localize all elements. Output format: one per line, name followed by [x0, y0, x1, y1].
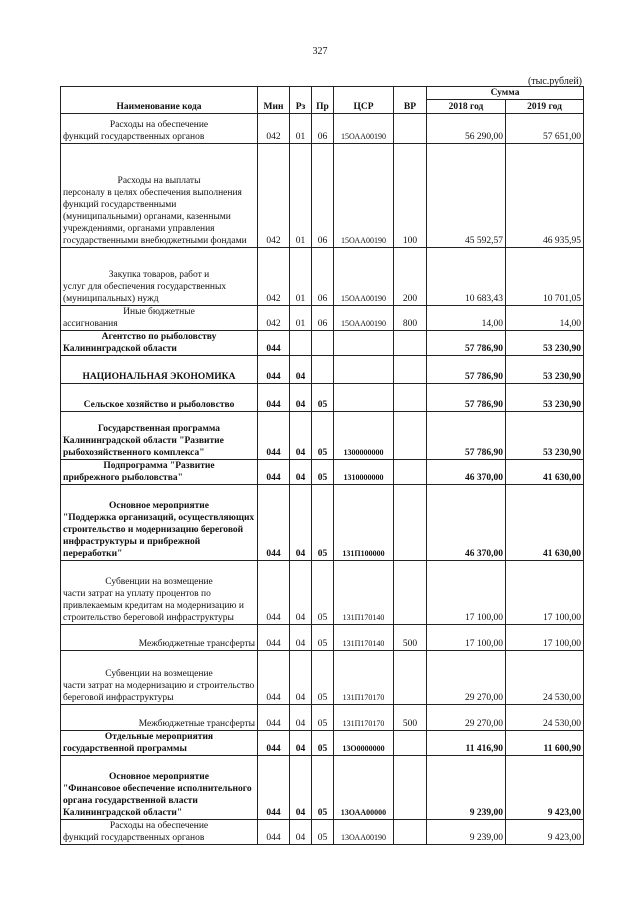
table-row	[61, 756, 584, 820]
cell-2018: 14,00	[427, 306, 506, 331]
cell-rz: 04	[290, 460, 312, 485]
cell-2018: 9 239,00	[427, 756, 506, 820]
row-name	[61, 756, 258, 820]
cell-csr: 1300000000	[334, 412, 394, 460]
cell-2018: 56 290,00	[427, 114, 506, 144]
cell-pr: 06	[312, 306, 334, 331]
page-number: 327	[312, 46, 328, 57]
cell-vr	[394, 561, 427, 625]
cell-csr	[334, 356, 394, 384]
cell-rz: 04	[290, 651, 312, 705]
table-row	[61, 144, 584, 248]
row-name-text: Калининградской области "Развитие рыбохозяйственного комплекса"	[63, 436, 224, 458]
row-name-text: НАЦИОНАЛЬНАЯ ЭКОНОМИКА	[82, 372, 236, 382]
table-row	[61, 561, 584, 625]
cell-vr	[394, 820, 427, 845]
cell-rz: 01	[290, 248, 312, 306]
cell-csr: 15ОАА00190	[334, 306, 394, 331]
row-name-first-line: Основное мероприятие	[109, 501, 209, 511]
cell-2019: 9 423,00	[506, 820, 584, 845]
row-name	[61, 460, 258, 485]
cell-min: 044	[258, 625, 290, 651]
cell-2018: 57 786,90	[427, 384, 506, 412]
cell-min: 042	[258, 248, 290, 306]
cell-csr: 131П170170	[334, 705, 394, 731]
row-name	[61, 331, 258, 356]
budget-table	[60, 86, 584, 845]
row-name	[61, 820, 258, 845]
cell-pr: 05	[312, 460, 334, 485]
row-name-text: Сельское хозяйство и рыболовство	[83, 400, 235, 410]
cell-2019: 41 630,00	[506, 460, 584, 485]
cell-vr: 800	[394, 306, 427, 331]
table-row	[61, 331, 584, 356]
row-name-text: персоналу в целях обеспечения выполнения функций государственными (муниципальными) органами, казенными учреждениями, органами управления государственными внебюджетными фондами	[63, 188, 247, 246]
unit-note: (тыс.рублей)	[527, 76, 582, 87]
cell-rz: 04	[290, 705, 312, 731]
row-name-first-line: Расходы на обеспечение	[109, 120, 209, 130]
cell-min: 044	[258, 731, 290, 756]
cell-csr: 131П170140	[334, 561, 394, 625]
cell-min: 042	[258, 114, 290, 144]
cell-csr	[334, 384, 394, 412]
row-name-text: "Поддержка организаций, осуществляющих строительство и модернизацию береговой инфраструктуры и прибрежной переработки"	[63, 513, 255, 559]
cell-min: 044	[258, 820, 290, 845]
cell-csr: 131П170140	[334, 625, 394, 651]
cell-2019: 53 230,90	[506, 412, 584, 460]
table-row	[61, 705, 584, 731]
col-header-2018: 2018 год	[427, 100, 506, 114]
cell-rz: 04	[290, 485, 312, 561]
cell-pr	[312, 356, 334, 384]
cell-min: 044	[258, 460, 290, 485]
cell-min: 044	[258, 561, 290, 625]
col-header-rz: Рз	[290, 87, 312, 114]
row-name-first-line: Расходы на выплаты	[117, 176, 201, 186]
cell-pr: 05	[312, 412, 334, 460]
cell-pr: 06	[312, 144, 334, 248]
cell-vr	[394, 651, 427, 705]
cell-2019: 9 423,00	[506, 756, 584, 820]
table-row	[61, 460, 584, 485]
cell-min: 044	[258, 384, 290, 412]
cell-min: 044	[258, 485, 290, 561]
cell-rz	[290, 331, 312, 356]
cell-pr: 05	[312, 731, 334, 756]
row-name-text: Межбюджетные трансферты	[138, 639, 255, 649]
cell-csr: 13О0000000	[334, 731, 394, 756]
cell-2018: 29 270,00	[427, 651, 506, 705]
table-row	[61, 485, 584, 561]
cell-pr: 05	[312, 705, 334, 731]
cell-min: 044	[258, 651, 290, 705]
row-name-first-line: Основное мероприятие	[109, 772, 209, 782]
cell-pr: 05	[312, 485, 334, 561]
table-row	[61, 625, 584, 651]
col-header-min: Мин	[258, 87, 290, 114]
cell-rz: 04	[290, 756, 312, 820]
cell-vr: 100	[394, 144, 427, 248]
cell-csr: 1310000000	[334, 460, 394, 485]
cell-csr: 15ОАА00190	[334, 248, 394, 306]
row-name-text: Калининградской области	[63, 344, 177, 354]
row-name-text: части затрат на модернизацию и строительство береговой инфраструктуры	[63, 681, 255, 703]
cell-2019: 53 230,90	[506, 384, 584, 412]
row-name	[61, 306, 258, 331]
col-header-2019: 2019 год	[506, 100, 584, 114]
cell-csr: 15ОАА00190	[334, 114, 394, 144]
cell-min: 044	[258, 756, 290, 820]
cell-rz: 04	[290, 625, 312, 651]
row-name-first-line: Субвенции на возмещение	[105, 577, 213, 587]
cell-pr: 05	[312, 651, 334, 705]
cell-2018: 46 370,00	[427, 460, 506, 485]
cell-rz: 04	[290, 561, 312, 625]
cell-pr: 05	[312, 384, 334, 412]
cell-csr: 131П100000	[334, 485, 394, 561]
row-name	[61, 625, 258, 651]
cell-min: 044	[258, 705, 290, 731]
cell-csr: 13ОАА00000	[334, 756, 394, 820]
cell-rz: 04	[290, 384, 312, 412]
cell-vr: 200	[394, 248, 427, 306]
cell-rz: 04	[290, 356, 312, 384]
row-name-first-line: Подпрограмма "Развитие	[103, 461, 215, 471]
cell-2018: 45 592,57	[427, 144, 506, 248]
cell-pr: 05	[312, 561, 334, 625]
row-name	[61, 485, 258, 561]
row-name-text: услуг для обеспечения государственных (муниципальных) нужд	[63, 282, 227, 304]
cell-2018: 17 100,00	[427, 561, 506, 625]
cell-vr	[394, 460, 427, 485]
cell-2019: 57 651,00	[506, 114, 584, 144]
cell-min: 042	[258, 306, 290, 331]
cell-2019: 24 530,00	[506, 705, 584, 731]
col-header-pr: Пр	[312, 87, 334, 114]
cell-csr: 13ОАА00190	[334, 820, 394, 845]
cell-rz: 01	[290, 306, 312, 331]
table-row	[61, 731, 584, 756]
cell-vr	[394, 731, 427, 756]
cell-vr: 500	[394, 705, 427, 731]
table-row	[61, 384, 584, 412]
cell-min: 044	[258, 331, 290, 356]
row-name-text: функций государственных органов	[63, 833, 205, 843]
table-row	[61, 306, 584, 331]
table-row	[61, 248, 584, 306]
row-name	[61, 114, 258, 144]
row-name-first-line: Государственная программа	[98, 424, 220, 434]
cell-pr: 05	[312, 625, 334, 651]
cell-pr: 06	[312, 114, 334, 144]
row-name-text: "Финансовое обеспечение исполнительного органа государственной власти Калининградской области"	[63, 784, 252, 818]
cell-2019: 14,00	[506, 306, 584, 331]
col-header-sum: Сумма	[427, 87, 584, 100]
cell-rz: 01	[290, 114, 312, 144]
row-name-text: прибрежного рыболовства"	[63, 473, 183, 483]
row-name	[61, 248, 258, 306]
cell-vr	[394, 331, 427, 356]
row-name-text: части затрат на уплату процентов по привлекаемым кредитам на модернизацию и строительство береговой инфраструктуры	[63, 589, 244, 623]
cell-vr	[394, 756, 427, 820]
row-name	[61, 651, 258, 705]
row-name-text: Межбюджетные трансферты	[138, 719, 255, 729]
cell-csr	[334, 331, 394, 356]
cell-2019: 11 600,90	[506, 731, 584, 756]
row-name	[61, 561, 258, 625]
cell-vr: 500	[394, 625, 427, 651]
cell-csr: 15ОАА00190	[334, 144, 394, 248]
table-row	[61, 412, 584, 460]
cell-csr: 131П170170	[334, 651, 394, 705]
row-name	[61, 705, 258, 731]
col-header-vr: ВР	[394, 87, 427, 114]
cell-vr	[394, 356, 427, 384]
cell-pr: 06	[312, 248, 334, 306]
cell-2018: 17 100,00	[427, 625, 506, 651]
row-name-first-line: Субвенции на возмещение	[105, 669, 213, 679]
row-name-first-line: Расходы на обеспечение	[109, 821, 209, 831]
cell-rz: 04	[290, 731, 312, 756]
cell-2018: 10 683,43	[427, 248, 506, 306]
cell-2019: 46 935,95	[506, 144, 584, 248]
table-row	[61, 651, 584, 705]
row-name	[61, 144, 258, 248]
cell-pr: 05	[312, 756, 334, 820]
cell-2019: 41 630,00	[506, 485, 584, 561]
row-name	[61, 412, 258, 460]
cell-rz: 01	[290, 144, 312, 248]
col-header-csr: ЦСР	[334, 87, 394, 114]
row-name-text: функций государственных органов	[63, 132, 205, 142]
cell-2019: 53 230,90	[506, 331, 584, 356]
cell-2018: 57 786,90	[427, 412, 506, 460]
cell-2019: 17 100,00	[506, 561, 584, 625]
row-name	[61, 731, 258, 756]
row-name-text: ассигнования	[63, 319, 118, 329]
table-row	[61, 820, 584, 845]
cell-2018: 9 239,00	[427, 820, 506, 845]
cell-vr	[394, 384, 427, 412]
row-name	[61, 384, 258, 412]
row-name	[61, 356, 258, 384]
cell-2018: 46 370,00	[427, 485, 506, 561]
table-row	[61, 356, 584, 384]
cell-min: 042	[258, 144, 290, 248]
cell-2018: 57 786,90	[427, 356, 506, 384]
cell-vr	[394, 114, 427, 144]
row-name-first-line: Отдельные мероприятия	[104, 732, 214, 742]
row-name-first-line: Закупка товаров, работ и	[108, 270, 210, 280]
cell-vr	[394, 485, 427, 561]
cell-2019: 24 530,00	[506, 651, 584, 705]
cell-min: 044	[258, 412, 290, 460]
col-header-name: Наименование кода	[61, 87, 258, 114]
row-name-first-line: Иные бюджетные	[123, 307, 195, 317]
cell-2018: 29 270,00	[427, 705, 506, 731]
cell-pr: 05	[312, 820, 334, 845]
cell-min: 044	[258, 356, 290, 384]
cell-pr	[312, 331, 334, 356]
cell-2018: 57 786,90	[427, 331, 506, 356]
row-name-text: государственной программы	[63, 744, 187, 754]
cell-rz: 04	[290, 820, 312, 845]
cell-2019: 17 100,00	[506, 625, 584, 651]
table-row	[61, 114, 584, 144]
cell-2019: 53 230,90	[506, 356, 584, 384]
cell-2019: 10 701,05	[506, 248, 584, 306]
cell-rz: 04	[290, 412, 312, 460]
row-name-first-line: Агентство по рыболовству	[101, 332, 217, 342]
table-body	[61, 114, 584, 845]
cell-2018: 11 416,90	[427, 731, 506, 756]
cell-vr	[394, 412, 427, 460]
